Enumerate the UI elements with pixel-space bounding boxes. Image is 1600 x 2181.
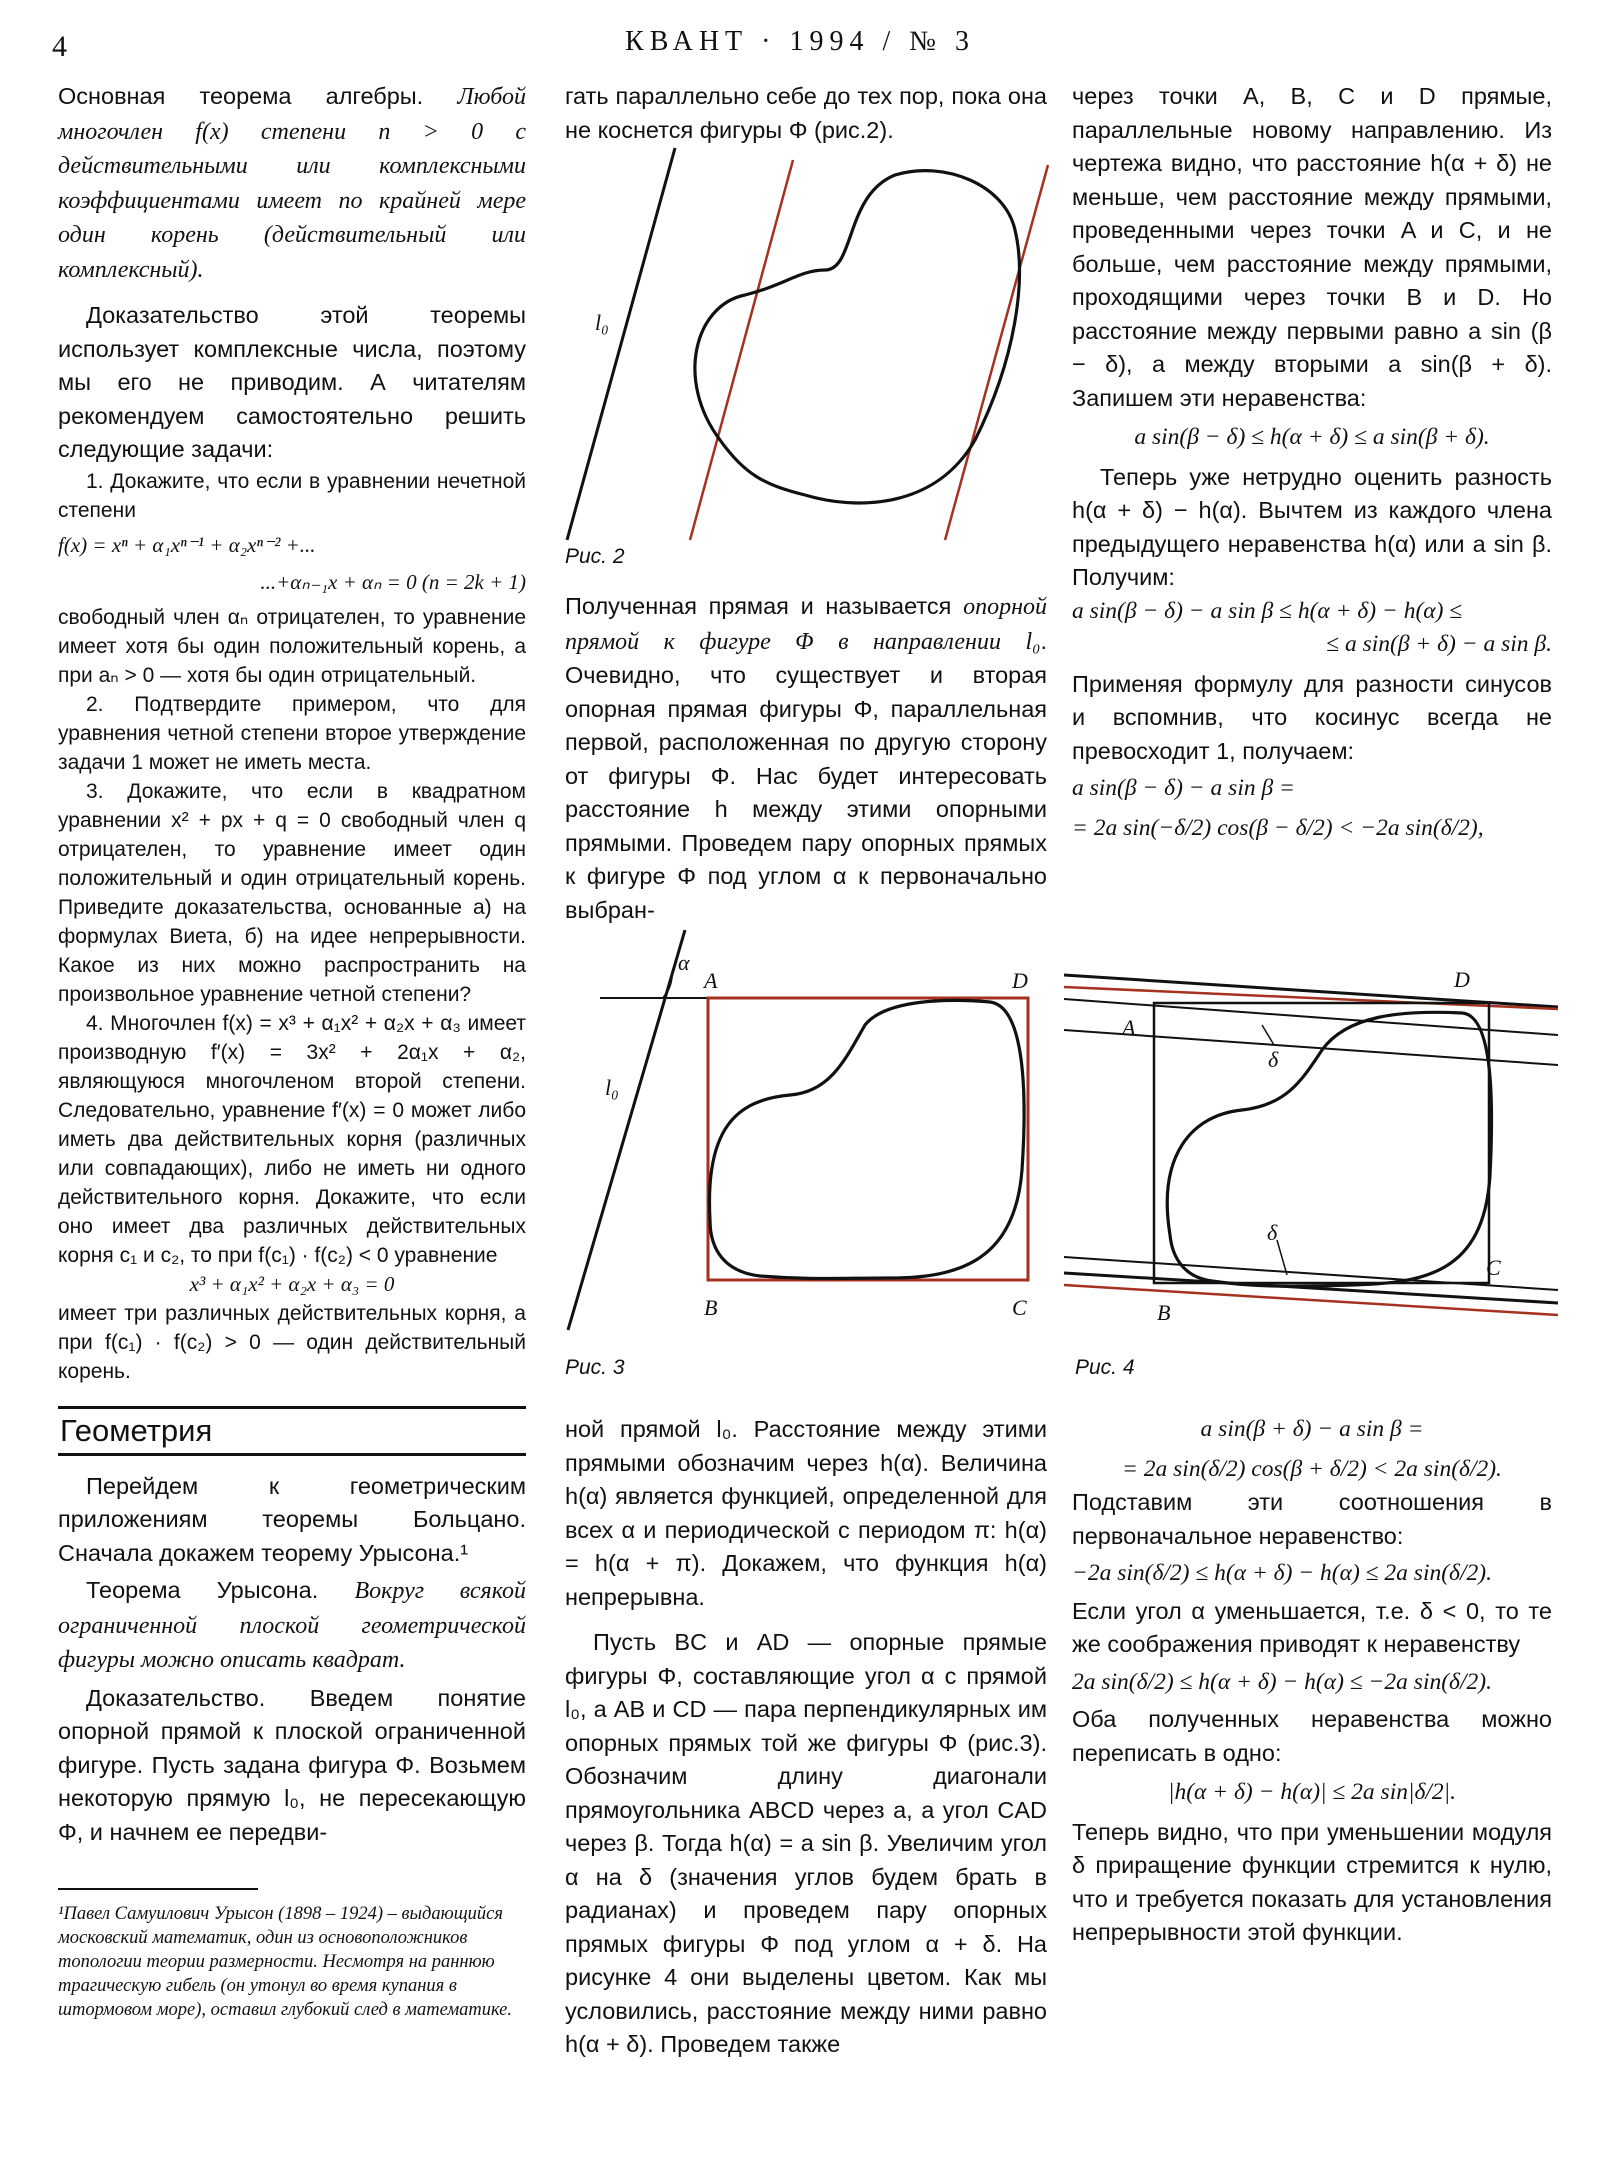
col3-eq-2b: ≤ a sin(β + δ) − a sin β.: [1326, 631, 1552, 657]
col2-paragraph-3: Пусть BC и AD — опорные прямые фигуры Φ, составляющие угол α с прямой l₀, а AB и CD — пара перпендикулярных им опорных прямых той же фигуры Φ (рис.3). Обозначим длину диагонали прямоугольника ABCD через a, а угол CAD через β. Тогда h(α) = a sin β. Увеличим угол α на δ (значения углов будем брать в радианах) и проведем пару опорных прямых фигуры Φ под углом α + δ. На рисунке 4 они выделены цветом. Как мы условились, расстояние между ними равно h(α + δ). Проведем также: [565, 1629, 1047, 2057]
fig2-figure-outline: [695, 171, 1020, 503]
urysohn-title: Теорема Урысона.: [86, 1577, 319, 1603]
col3-eq-1: a sin(β − δ) ≤ h(α + δ) ≤ a sin(β + δ).: [1134, 424, 1490, 450]
fig3-label-A: A: [704, 968, 718, 993]
equation-1b: ...+αₙ₋₁x + αₙ = 0 (n = 2k + 1): [260, 569, 526, 594]
col2-p1-end: . Очевидно, что существует и вторая опорная прямая фигуры Φ, параллельная первой, расположенная по другую сторону от фигуры Φ. Нас будет интересовать расстояние h между этими опорными прямыми. Проведем пару опорных прямых к фигуре Φ под углом α к первоначально выбран-: [565, 627, 1047, 923]
task-1: 1. Докажите, что если в уравнении нечетной степени: [58, 469, 526, 522]
fig4-label-B: B: [1157, 1300, 1171, 1325]
task-4: 4. Многочлен f(x) = x³ + α₁x² + α₂x + α₃ имеет производную f′(x) = 3x² + 2α₁x + α₂, являющуюся многочленом второй степени. Следовательно, уравнение f′(x) = 0 может либо иметь два действительных корня (различных или совпадающих), либо не иметь ни одного действительного корня. Докажите, что если оно имеет два различных действительных корня c₁ и c₂, то при f(c₁) · f(c₂) < 0 уравнение: [58, 1011, 526, 1267]
fig3-label-l0: l₀: [605, 1075, 619, 1100]
col2-paragraph-2: ной прямой l₀. Расстояние между этими прямыми обозначим через h(α). Величина h(α) является функцией, определенной для всех α и периодической с периодом π: h(α) = h(α + π). Докажем, что функция h(α) непрерывна.: [565, 1416, 1047, 1610]
col2-top-text: гать параллельно себе до тех пор, пока она не коснется фигуры Φ (рис.2).: [565, 83, 1047, 143]
fig3-label-alpha: α: [678, 950, 690, 975]
caption-fig-2: Рис. 2: [565, 545, 625, 568]
proof-text: Введем понятие опорной прямой к плоской ограниченной фигуре. Пусть задана фигура Φ. Возьмем некоторую прямую l₀, не пересекающую Φ, и начнем ее передви-: [58, 1684, 527, 1845]
column-2-middle: [565, 590, 1047, 927]
fig4-label-delta-top: δ: [1268, 1047, 1279, 1072]
caption-fig-4: Рис. 4: [1075, 1356, 1135, 1379]
fig4-rectangle-abcd: [1154, 1003, 1489, 1283]
task-4-continued: имеет три различных действительных корня, а при f(c₁) · f(c₂) > 0 — один действительный корень.: [58, 1301, 526, 1383]
col3-eq-5: −2a sin(δ/2) ≤ h(α + δ) − h(α) ≤ 2a sin(δ/2).: [1072, 1560, 1492, 1586]
col2-paragraph-1: [565, 590, 1047, 927]
col3-paragraph-3: Применяя формулу для разности синусов и вспомнив, что косинус всегда не превосходит 1, получаем:: [1072, 670, 1552, 764]
task-3: 3. Докажите, что если в квадратном уравнении x² + px + q = 0 свободный член q отрицателен, то уравнение имеет один положительный и один отрицательный корень. Приведите доказательства, основанные а) на формулах Виета, б) на идее непрерывности. Какое из них можно распространить на произвольное уравнение четной степени?: [58, 779, 526, 1006]
fig4-bottom-line: [1064, 1273, 1558, 1303]
task-2: 2. Подтвердите примером, что для уравнения четной степени второе утверждение задачи 1 может не иметь места.: [58, 692, 526, 774]
col3-eq-3a: a sin(β − δ) − a sin β =: [1072, 775, 1295, 801]
fig2-support-line-right: [945, 165, 1048, 540]
task-1-continued: свободный член αₙ отрицателен, то уравнение имеет хотя бы один положительный корень, а при aₙ > 0 — хотя бы один отрицательный.: [58, 605, 526, 687]
footnote-rule: [58, 1888, 258, 1890]
col3-eq-2a: a sin(β − δ) − a sin β ≤ h(α + δ) − h(α) ≤: [1072, 597, 1463, 624]
column-2-top: [565, 80, 1047, 147]
fig3-label-D: D: [1012, 968, 1028, 993]
col3-eq-6: 2a sin(δ/2) ≤ h(α + δ) − h(α) ≤ −2a sin(δ/2).: [1072, 1668, 1492, 1695]
fig3-figure-outline: [709, 1000, 1024, 1278]
col3-paragraph-1: через точки A, B, C и D прямые, параллельные новому направлению. Из чертежа видно, что расстояние h(α + δ) не меньше, чем расстояние между прямыми, проведенными через точки A и C, и не больше, чем расстояние между прямыми, проходящими через точки B и D. Но расстояние между первыми равно a sin (β − δ), а между вторыми a sin(β + δ). Запишем эти неравенства:: [1072, 83, 1552, 411]
fig4-label-C: C: [1486, 1255, 1501, 1280]
col3-paragraph-7: Теперь видно, что при уменьшении модуля δ приращение функции стремится к нулю, что и требуется показать для установления непрерывности этой функции.: [1072, 1818, 1552, 1945]
fig2-support-line-left: [690, 160, 793, 540]
fig4-label-delta-bottom: δ: [1267, 1220, 1278, 1245]
col3-eq-3b: = 2a sin(−δ/2) cos(β − δ/2) < −2a sin(δ/2),: [1072, 814, 1484, 841]
footnote: ¹Павел Самуилович Урысон (1898 – 1924) – выдающийся московский математик, один из основоположников топологии теории размерности. Несмотря на раннюю трагическую гибель (он утонул во время купания в штормовом море), оставил глубокий след в математике.: [58, 1904, 513, 2020]
geometry-paragraph: Перейдем к геометрическим приложениям теоремы Больцано. Сначала докажем теорему Урысона.¹: [58, 1472, 526, 1566]
fig4-top-thin-line: [1064, 999, 1558, 1035]
column-3-top: [1072, 80, 1552, 845]
theorem-paragraph: [58, 80, 526, 287]
urysohn-text: Вокруг всякой ограниченной плоской геометрической фигуры можно описать квадрат.: [58, 1578, 527, 1673]
fig2-label-l0: l₀: [595, 310, 609, 335]
fig4-delta-bottom-pointer: [1277, 1240, 1287, 1275]
proof-start-paragraph: [58, 1682, 526, 1850]
theorem-text: Любой многочлен f(x) степени n > 0 с действительными или комплексными коэффициентами имеет по крайней мере один корень (действительный или комплексный).: [58, 84, 526, 283]
fig3-label-B: B: [704, 1295, 718, 1320]
fig4-label-A: A: [1122, 1015, 1136, 1040]
col3-paragraph-6: Оба полученных неравенства можно переписать в одно:: [1072, 1706, 1552, 1766]
running-title: КВАНТ · 1994 / № 3: [625, 26, 975, 57]
column-2-bottom: [565, 1413, 1047, 2062]
col3-paragraph-2: Теперь уже нетрудно оценить разность h(α + δ) − h(α). Вычтем из каждого члена предыдущего неравенства h(α) или a sin β. Получим:: [1072, 463, 1552, 590]
urysohn-paragraph: [58, 1574, 526, 1678]
column-1: [58, 80, 526, 1849]
section-title: Геометрия: [58, 1406, 526, 1456]
proof-paragraph: Доказательство этой теоремы использует комплексные числа, поэтому мы его не приводим. А читателям рекомендуем самостоятельно решить следующие задачи:: [58, 302, 526, 462]
col3-eq-7: |h(α + δ) − h(α)| ≤ 2a sin|δ/2|.: [1168, 1779, 1456, 1805]
footnote-block: [58, 1888, 526, 2022]
fig3-rectangle-abcd: [708, 998, 1028, 1280]
fig2-line-l0: [567, 148, 675, 540]
col3-paragraph-4: Подставим эти соотношения в первоначальное неравенство:: [1072, 1489, 1552, 1549]
col2-p1-start: Полученная прямая и называется: [565, 593, 964, 619]
equation-1a: f(x) = xⁿ + α₁xⁿ⁻¹ + α₂xⁿ⁻² +...: [58, 532, 316, 557]
fig4-figure-outline: [1167, 1012, 1491, 1286]
fig4-delta-top-pointer: [1262, 1025, 1274, 1045]
fig4-label-D: D: [1454, 967, 1470, 992]
col2-p1-italic: опорной прямой к фигуре Φ в направлении l₀: [565, 594, 1047, 655]
col3-eq-4b: = 2a sin(δ/2) cos(β + δ/2) < 2a sin(δ/2).: [1122, 1455, 1502, 1482]
proof-title: Доказательство.: [86, 1684, 266, 1711]
fig3-label-C: C: [1012, 1295, 1027, 1320]
theorem-title: Основная теорема алгебры.: [58, 83, 424, 109]
figure-3: [560, 920, 1060, 1340]
caption-fig-3: Рис. 3: [565, 1356, 625, 1379]
equation-4: x³ + α₁x² + α₂x + α₃ = 0: [189, 1271, 395, 1296]
page-number: 4: [52, 30, 67, 63]
col3-eq-4a: a sin(β + δ) − a sin β =: [1200, 1416, 1424, 1442]
column-3-bottom: [1072, 1413, 1552, 1950]
col3-paragraph-5: Если угол α уменьшается, т.е. δ < 0, то те же соображения приводят к неравенству: [1072, 1597, 1552, 1657]
figure-4: [1062, 955, 1562, 1345]
figure-2: [555, 140, 1055, 550]
